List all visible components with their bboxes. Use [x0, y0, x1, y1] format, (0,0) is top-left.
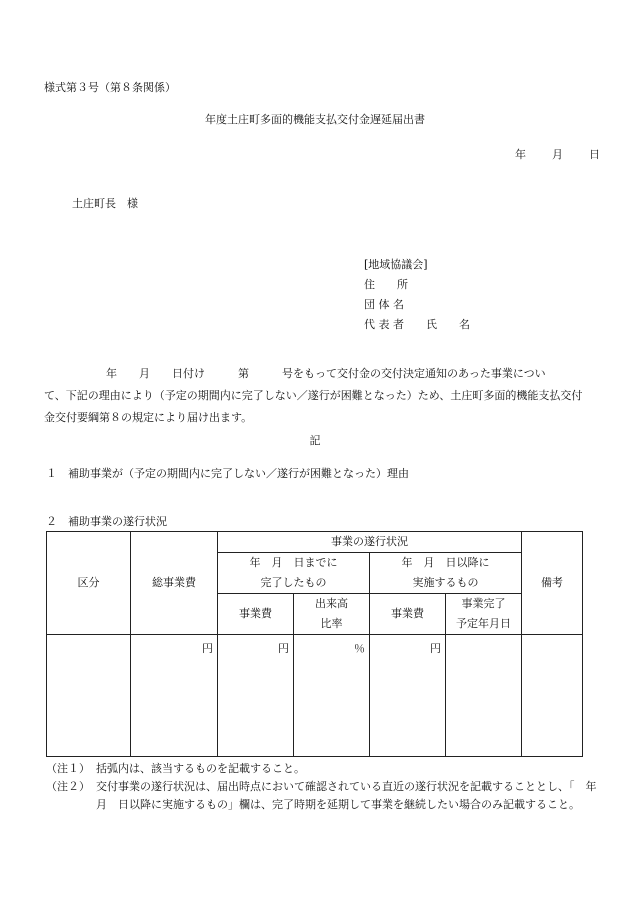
cell-progress-unit: ％: [294, 635, 370, 757]
table-row: [47, 635, 583, 757]
note-2-label: （注２）: [46, 780, 90, 793]
header-progress-line1: 出来高: [315, 597, 348, 610]
header-completion-line1: 事業完了: [461, 597, 506, 610]
ki-heading: 記: [309, 434, 321, 447]
header-cost: 事業費: [218, 594, 294, 635]
note-1-text: 括弧内は、該当するものを記載すること。: [96, 762, 305, 775]
body-paragraph: [44, 363, 587, 429]
date-day: 日: [589, 148, 600, 161]
header-completed-line1: 年 月 日までに: [249, 556, 338, 569]
date-month: 月: [552, 148, 563, 161]
header-status: 事業の遂行状況: [218, 532, 522, 553]
applicant-representative: 代 表 者 氏 名: [364, 318, 470, 331]
note-2: [46, 778, 606, 814]
header-kubun: 区分: [47, 532, 131, 635]
date-line: [515, 149, 600, 160]
header-planned: [370, 553, 522, 594]
cell-kubun: [47, 635, 131, 757]
cell-total-cost-unit: 円: [131, 635, 218, 757]
header-completed: [218, 553, 370, 594]
header-planned-line1: 年 月 日以降に: [401, 556, 490, 569]
item-2-status: ２ 補助事業の遂行状況: [46, 515, 167, 528]
header-cost-2: 事業費: [370, 594, 446, 635]
header-remarks: 備考: [522, 532, 583, 635]
applicant-group-name: 団 体 名: [364, 298, 404, 311]
note-1: [46, 760, 606, 778]
status-table: [46, 531, 583, 757]
header-planned-line2: 実施するもの: [412, 576, 479, 589]
header-completed-line2: 完了したもの: [260, 576, 327, 589]
form-number: 様式第３号（第８条関係）: [44, 81, 176, 94]
header-completion-line2: 予定年月日: [456, 617, 511, 630]
date-year: 年: [515, 148, 526, 161]
header-completion-date: [446, 594, 522, 635]
cell-cost-2-unit: 円: [370, 635, 446, 757]
header-total-cost: 総事業費: [131, 532, 218, 635]
note-2-text: 交付事業の遂行状況は、届出時点において確認されている直近の遂行状況を記載することとし、「 年 月 日以降に実施するもの」欄は、完了時期を延期して事業を継続したい場合のみ記載すること。: [96, 780, 608, 811]
header-progress: [294, 594, 370, 635]
cell-cost-unit: 円: [218, 635, 294, 757]
cell-completion-date: [446, 635, 522, 757]
applicant-address: 住 所: [364, 278, 408, 291]
document-title: 年度土庄町多面的機能支払交付金遅延届出書: [205, 113, 425, 126]
cell-remarks: [522, 635, 583, 757]
body-line-rest: て、下記の理由により（予定の期間内に完了しない／遂行が困難となった）ため、土庄町多面的機能支払交付金交付要綱第８の規定により届け出ます。: [44, 389, 583, 424]
note-1-label: （注１）: [46, 762, 90, 775]
item-1-reason: １ 補助事業が（予定の期間内に完了しない／遂行が困難となった）理由: [46, 467, 409, 480]
applicant-header: [地域協議会]: [364, 258, 428, 271]
applicant-block: [364, 255, 470, 335]
addressee: 土庄町長 様: [72, 197, 138, 210]
body-line-1: 年 月 日付け 第 号をもって交付金の交付決定通知のあった事業につい: [106, 367, 546, 380]
notes: [46, 760, 606, 814]
header-progress-line2: 比率: [320, 617, 343, 630]
